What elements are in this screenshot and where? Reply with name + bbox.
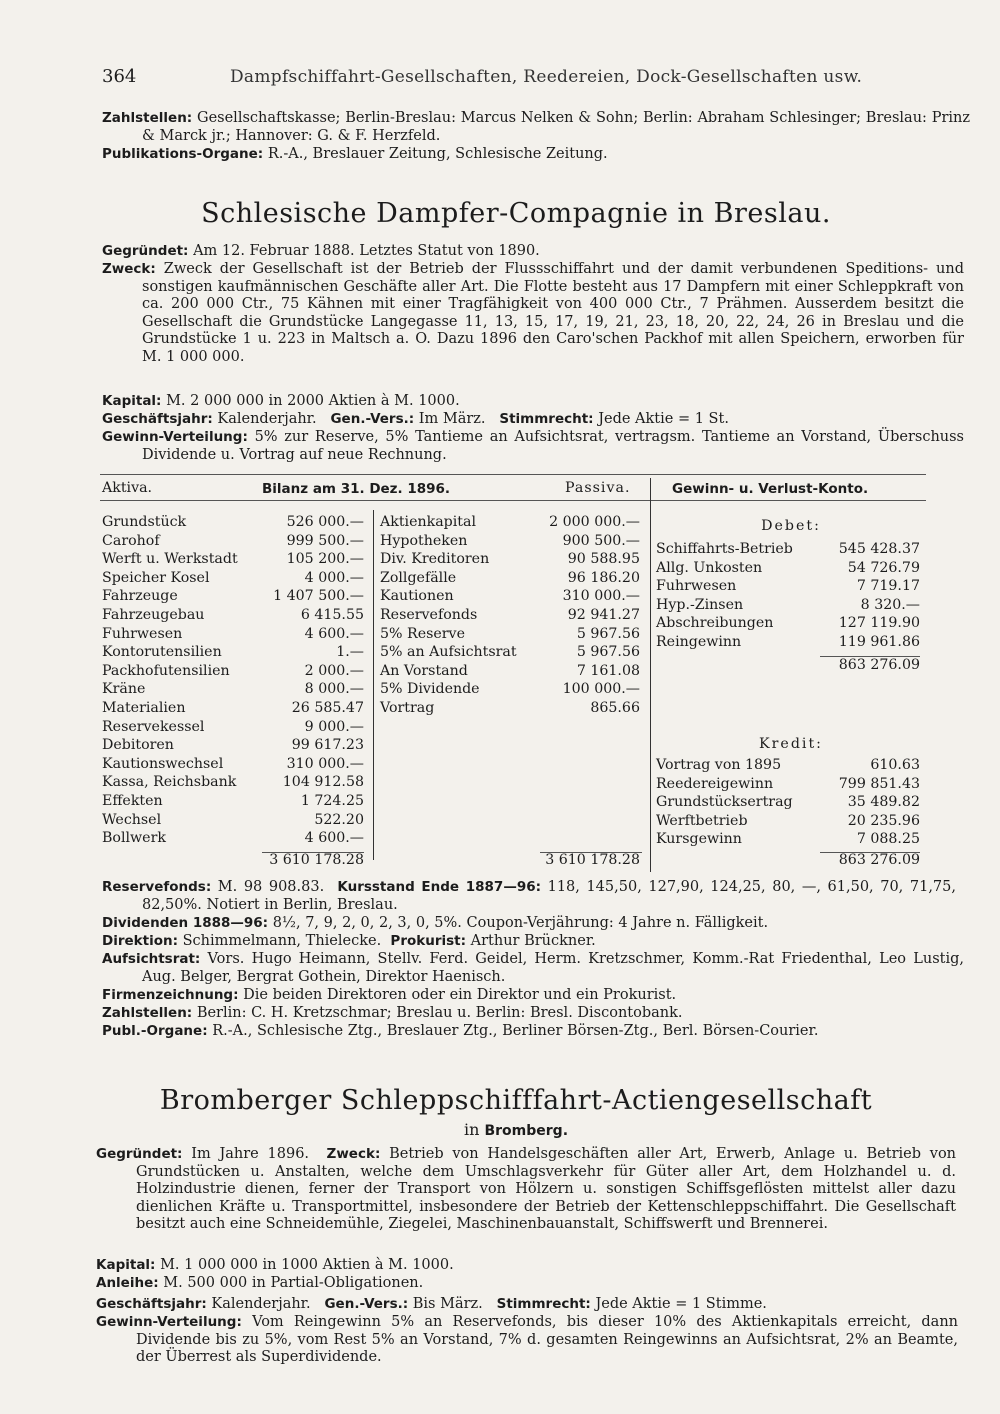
aktiva-total: 3 610 178.28: [269, 852, 364, 868]
table-row: [102, 551, 364, 569]
table-row: [102, 793, 364, 811]
table-row: [102, 830, 364, 848]
text: Zweck der Gesellschaft ist der Betrieb der Flussschiffahrt und der damit verbundenen Speditions- und sonstigen kaufmännischen Geschäfte aller Art. Die Flotte besteht aus 17 Dampfern mit einer Schleppkraft von ca. 200 000 Ctr., 75 Kähnen mit einer Tragfähigkeit von 400 000 Ctr., 7 Prähmen. Ausserdem besitzt die Gesellschaft die Grundstücke Langegasse 11, 13, 15, 17, 19, 21, 23, 18, 20, 22, 24, 26 in Breslau und die Grundstücke 1 u. 223 in Maltsch a. O. Dazu 1896 den Caro'schen Packhof mit allen Speichern, erworben für M. 1 000 000.: [142, 261, 964, 365]
row-label: An Vorstand: [380, 662, 468, 679]
row-label: Kautionswechsel: [102, 755, 224, 772]
row-value: 9 000.—: [304, 718, 364, 735]
table-row: [380, 588, 640, 606]
table-row: [380, 663, 640, 681]
aktiva-caption: Aktiva.: [102, 480, 153, 496]
label: Prokurist:: [390, 933, 467, 949]
row-value: 99 617.23: [291, 737, 364, 754]
row-label: Schiffahrts-Betrieb: [656, 541, 793, 557]
row-value: 7 161.08: [576, 662, 640, 679]
column-divider: [650, 478, 651, 872]
row-value: 92 941.27: [567, 607, 640, 623]
label: Geschäftsjahr:: [102, 411, 213, 427]
row-label: Packhofutensilien: [102, 662, 230, 679]
table-row: [380, 700, 640, 718]
debet-total: 863 276.09: [838, 657, 920, 673]
row-label: Aktienkapital: [380, 514, 476, 530]
row-label: Debitoren: [102, 737, 174, 754]
c1-aufsichtsrat: [102, 951, 964, 986]
label: Gewinn-Verteilung:: [102, 429, 248, 445]
label: Direktion:: [102, 933, 178, 949]
rule: [100, 474, 926, 475]
table-row: [656, 541, 920, 559]
row-value: 865.66: [590, 700, 640, 716]
row-value: 104 912.58: [282, 774, 364, 791]
table-row: [380, 570, 640, 588]
text: Arthur Brückner.: [470, 933, 596, 949]
row-label: Werft u. Werkstadt: [102, 551, 238, 568]
row-label: Fahrzeugebau: [102, 607, 205, 623]
text: 8½, 7, 9, 2, 0, 2, 3, 0, 5%. Coupon-Verjährung: 4 Jahre n. Fälligkeit.: [272, 915, 769, 931]
row-label: Kautionen: [380, 588, 454, 605]
row-value: 35 489.82: [847, 794, 920, 811]
table-row: [102, 681, 364, 699]
row-label: Fuhrwesen: [656, 578, 737, 595]
c1-zahlstellen: [102, 1005, 930, 1023]
table-row: [656, 757, 920, 775]
text: Im Jahre 1896.: [191, 1146, 310, 1162]
text: Kalenderjahr.: [211, 1296, 311, 1312]
company2-subtitle: [102, 1120, 930, 1139]
label: Stimmrecht:: [496, 1296, 591, 1312]
row-value: 6 415.55: [300, 607, 364, 623]
c1-publ-organe: [102, 1023, 930, 1041]
row-value: 1 407 500.—: [273, 588, 364, 605]
label: Kapital:: [102, 393, 162, 409]
row-value: 4 600.—: [304, 830, 364, 847]
text: Am 12. Februar 1888. Letztes Statut von 1890.: [193, 243, 540, 259]
rule: [100, 500, 926, 501]
row-label: Zollgefälle: [380, 569, 457, 586]
c1-firmenzeichnung: [102, 987, 930, 1005]
label: Anleihe:: [96, 1275, 159, 1291]
table-row: [656, 597, 920, 615]
text: Berlin: C. H. Kretzschmar; Breslau u. Berlin: Bresl. Discontobank.: [196, 1005, 683, 1021]
row-label: Bollwerk: [102, 830, 166, 847]
table-row: [102, 774, 364, 792]
row-value: 2 000.—: [304, 662, 364, 679]
row-value: 4 600.—: [304, 625, 364, 642]
row-value: 119 961.86: [838, 634, 920, 650]
text: Die beiden Direktoren oder ein Direktor und ein Prokurist.: [243, 987, 677, 1003]
label: Gen.-Vers.:: [324, 1296, 409, 1312]
row-label: Hyp.-Zinsen: [656, 596, 744, 613]
column-divider: [373, 510, 374, 860]
row-label: Kursgewinn: [656, 831, 742, 848]
label: Publikations-Organe:: [102, 146, 264, 162]
row-value: 54 726.79: [847, 559, 920, 576]
text: M. 2 000 000 in 2000 Aktien à M. 1000.: [166, 393, 460, 409]
table-row: [656, 776, 920, 794]
kredit-total: 863 276.09: [838, 852, 920, 868]
row-value: 7 088.25: [856, 831, 920, 848]
row-label: Carohof: [102, 532, 160, 549]
label: Kapital:: [96, 1257, 156, 1273]
company2-title: Bromberger Schleppschifffahrt-Actiengesellschaft: [159, 1085, 873, 1116]
subtitle-prefix: in: [463, 1120, 480, 1139]
running-title: Dampfschiffahrt-Gesellschaften, Reedereien, Dock-Gesellschaften usw.: [230, 67, 863, 87]
text: Vom Reingewinn 5% an Reservefonds, bis dieser 10% des Aktienkapitals erreicht, dann Dividende bis zu 5%, vom Rest 5% an Vorstand, 7% d. gesamten Reingewinns an Aufsichtsrat, 2% an Beamte, der Überrest als Superdividende.: [136, 1314, 958, 1366]
label: Firmenzeichnung:: [102, 987, 239, 1003]
label: Zweck:: [326, 1146, 381, 1162]
text: R.-A., Breslauer Zeitung, Schlesische Zeitung.: [267, 146, 608, 162]
row-value: 799 851.43: [838, 775, 920, 792]
row-value: 100 000.—: [562, 681, 640, 698]
label: Gen.-Vers.:: [330, 411, 415, 427]
label: Kursstand Ende 1887—96:: [337, 879, 542, 895]
table-row: [380, 644, 640, 662]
label: Reservefonds:: [102, 879, 212, 895]
text: Gesellschaftskasse; Berlin-Breslau: Marcus Nelken & Sohn; Berlin: Abraham Schlesinger; Breslau: Prinz & Marck jr.; Hannover: G. & F. Herzfeld.: [142, 110, 971, 144]
text: Vors. Hugo Heimann, Stellv. Ferd. Geidel, Herm. Kretzschmer, Komm.-Rat Friedenthal, Leo Lustig, Aug. Belger, Bergrat Gothein, Direktor Haenisch.: [142, 951, 965, 985]
label: Gegründet:: [96, 1146, 183, 1162]
text: Kalenderjahr.: [217, 411, 317, 427]
text: Jede Aktie = 1 St.: [598, 411, 729, 427]
row-value: 522.20: [314, 811, 364, 828]
row-value: 20 235.96: [847, 812, 920, 829]
row-value: 2 000 000.—: [549, 514, 640, 530]
c1-dividenden: [102, 915, 930, 933]
table-row: [102, 737, 364, 755]
row-value: 4 000.—: [304, 569, 364, 586]
label: Zahlstellen:: [102, 110, 193, 126]
text: M. 98 908.83.: [217, 879, 325, 895]
row-value: 1 724.25: [300, 793, 364, 809]
row-label: Fahrzeuge: [102, 588, 178, 605]
text: 118, 145,50, 127,90, 124,25, 80, —, 61,50, 70, 71,75, 82,50%. Notiert in Berlin, Breslau.: [142, 879, 956, 913]
row-value: 526 000.—: [286, 514, 364, 530]
c2-kapital: [96, 1257, 924, 1275]
c2-gewinn-verteilung: [96, 1314, 958, 1367]
passiva-total: 3 610 178.28: [545, 852, 640, 868]
row-value: 105 200.—: [286, 551, 364, 568]
label: Gewinn-Verteilung:: [96, 1314, 242, 1330]
table-row: [102, 663, 364, 681]
text: Bis März.: [412, 1296, 483, 1312]
table-row: [102, 533, 364, 551]
row-label: Reedereigewinn: [656, 775, 774, 792]
row-label: Wechsel: [102, 811, 162, 828]
table-row: [102, 607, 364, 625]
text: Im März.: [418, 411, 486, 427]
table-row: [102, 570, 364, 588]
table-row: [656, 794, 920, 812]
c1-reservefonds-kursstand: [102, 879, 956, 914]
c2-anleihe: [96, 1275, 924, 1293]
row-label: Reservekessel: [102, 718, 205, 735]
row-value: 310 000.—: [562, 588, 640, 605]
text: M. 1 000 000 in 1000 Aktien à M. 1000.: [160, 1257, 454, 1273]
c2-gegruendet-zweck: [96, 1146, 956, 1234]
text: Schimmelmann, Thielecke.: [182, 933, 382, 949]
row-value: 8 000.—: [304, 681, 364, 698]
row-label: Abschreibungen: [656, 615, 774, 632]
table-row: [656, 578, 920, 596]
row-label: Reservefonds: [380, 607, 478, 623]
row-value: 26 585.47: [291, 700, 364, 716]
guv-title: Gewinn- u. Verlust-Konto.: [672, 481, 869, 497]
row-value: 8 320.—: [860, 596, 920, 613]
row-label: Vortrag von 1895: [656, 757, 782, 773]
table-row: [102, 588, 364, 606]
text: 5% zur Reserve, 5% Tantieme an Aufsichtsrat, vertragsm. Tantieme an Vorstand, Überschuss Dividende u. Vortrag auf neue Rechnung.: [142, 429, 964, 463]
row-value: 900 500.—: [562, 532, 640, 549]
label: Geschäftsjahr:: [96, 1296, 207, 1312]
label: Zweck:: [102, 261, 156, 277]
table-row: [380, 681, 640, 699]
label: Dividenden 1888—96:: [102, 915, 269, 931]
table-row: [102, 812, 364, 830]
row-value: 545 428.37: [838, 541, 920, 557]
row-label: Kräne: [102, 681, 146, 698]
table-row: [656, 634, 920, 652]
kredit-caption: Kredit:: [759, 736, 823, 752]
label: Aufsichtsrat:: [102, 951, 201, 967]
text: Betrieb von Handelsgeschäften aller Art, Erwerb, Anlage u. Betrieb von Grundstücken u. Anstalten, welche dem Umschlagsverkehr für Güter aller Art, dem Holzhandel u. d. Holzindustrie dienen, ferner der Transport von Hölzern u. sonstigen Schiffsgeflösten mittelst aller dazu dienlichen Kräfte u. Transportmittel, insbesondere der Betrieb der Kettenschleppschiffahrt. Die Gesellschaft besitzt auch eine Schneidemühle, Ziegelei, Maschinenbauanstalt, Schiffswerft und Brennerei.: [136, 1146, 957, 1233]
label: Stimmrecht:: [499, 411, 594, 427]
table-row: [102, 514, 364, 532]
text: M. 500 000 in Partial-Obligationen.: [163, 1275, 424, 1291]
row-value: 5 967.56: [576, 625, 640, 642]
row-label: Vortrag: [380, 700, 435, 716]
table-row: [656, 560, 920, 578]
row-value: 127 119.90: [838, 615, 920, 632]
table-row: [102, 626, 364, 644]
row-label: Werftbetrieb: [656, 812, 748, 829]
row-value: 7 719.17: [856, 578, 920, 595]
row-label: 5% Reserve: [380, 625, 465, 642]
row-label: Reingewinn: [656, 634, 742, 650]
row-value: 610.63: [870, 757, 920, 773]
table-row: [656, 831, 920, 849]
row-value: 310 000.—: [286, 755, 364, 772]
table-row: [380, 607, 640, 625]
table-row: [656, 813, 920, 831]
table-row: [380, 533, 640, 551]
table-row: [102, 756, 364, 774]
table-row: [380, 626, 640, 644]
row-value: 96 186.20: [567, 569, 640, 586]
row-label: Kontorutensilien: [102, 644, 222, 661]
c1-direktion: [102, 933, 930, 951]
row-label: Grundstück: [102, 514, 187, 530]
row-label: Grundstücksertrag: [656, 794, 793, 811]
row-label: 5% Dividende: [380, 681, 480, 698]
table-row: [656, 615, 920, 633]
row-label: Speicher Kosel: [102, 569, 210, 586]
label: Gegründet:: [102, 243, 189, 259]
row-value: 1.—: [336, 644, 364, 661]
table-row: [102, 700, 364, 718]
table-row: [380, 514, 640, 532]
row-label: Effekten: [102, 793, 163, 809]
text: R.-A., Schlesische Ztg., Breslauer Ztg., Berliner Börsen-Ztg., Berl. Börsen-Courier.: [212, 1023, 819, 1039]
subtitle-city: Bromberg.: [484, 1123, 569, 1139]
row-label: Div. Kreditoren: [380, 551, 490, 568]
table-row: [102, 644, 364, 662]
row-label: Kassa, Reichsbank: [102, 774, 237, 791]
row-value: 5 967.56: [576, 644, 640, 661]
row-label: Materialien: [102, 700, 186, 716]
row-label: 5% an Aufsichtsrat: [380, 644, 517, 661]
text: Jede Aktie = 1 Stimme.: [595, 1296, 767, 1312]
row-label: Hypotheken: [380, 532, 468, 549]
bilanz-title: Bilanz am 31. Dez. 1896.: [262, 481, 451, 497]
label: Publ.-Organe:: [102, 1023, 208, 1039]
passiva-caption: Passiva.: [565, 480, 631, 496]
company1-title: Schlesische Dampfer-Compagnie in Breslau.: [201, 198, 831, 229]
c2-geschaeftsjahr: [96, 1296, 924, 1314]
table-row: [380, 551, 640, 569]
table-row: [102, 719, 364, 737]
row-value: 90 588.95: [567, 551, 640, 568]
row-value: 999 500.—: [286, 532, 364, 549]
row-label: Fuhrwesen: [102, 625, 183, 642]
debet-caption: Debet:: [761, 518, 821, 534]
page-number: 364: [102, 66, 137, 87]
row-label: Allg. Unkosten: [656, 559, 763, 576]
label: Zahlstellen:: [102, 1005, 193, 1021]
